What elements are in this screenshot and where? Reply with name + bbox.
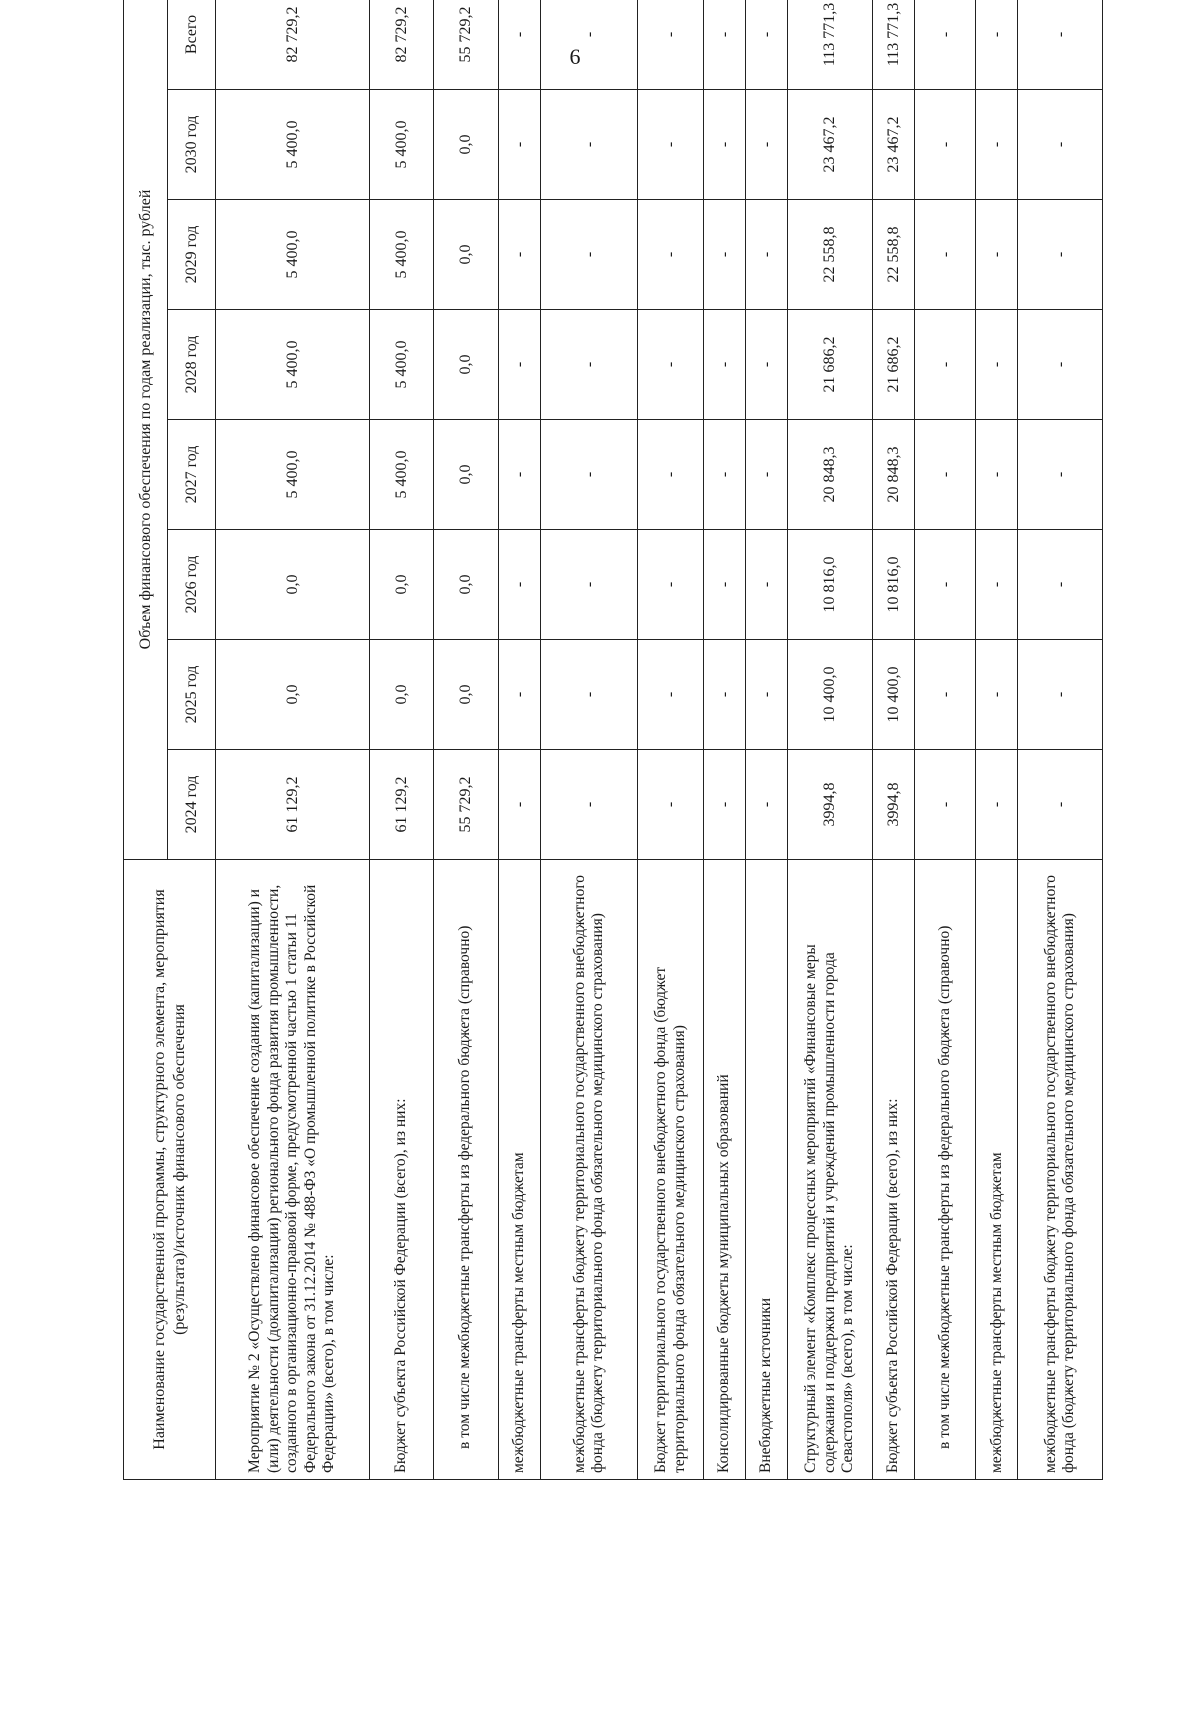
cell-value: - <box>746 640 788 750</box>
cell-value: - <box>638 750 703 860</box>
row-label: Бюджет субъекта Российской Федерации (всего), из них: <box>872 860 914 1480</box>
cell-value: - <box>638 420 703 530</box>
cell-value: - <box>541 420 638 530</box>
cell-value: 5 400,0 <box>370 420 433 530</box>
cell-value: - <box>914 640 975 750</box>
cell-value: 5 400,0 <box>216 90 370 200</box>
cell-value: 5 400,0 <box>370 200 433 310</box>
cell-total: - <box>703 0 745 90</box>
cell-value: 0,0 <box>433 420 498 530</box>
row-label: Внебюджетные источники <box>746 860 788 1480</box>
cell-total: - <box>746 0 788 90</box>
cell-value: 0,0 <box>216 640 370 750</box>
header-year: 2030 год <box>168 90 216 200</box>
cell-value: 0,0 <box>433 200 498 310</box>
cell-value: - <box>638 90 703 200</box>
table-row <box>1018 0 1103 1480</box>
row-label: межбюджетные трансферты местным бюджетам <box>976 860 1018 1480</box>
cell-value: 10 400,0 <box>872 640 914 750</box>
cell-value: - <box>976 640 1018 750</box>
row-label: Структурный элемент «Комплекс процессных мероприятий «Финансовые меры содержания и поддержки предприятий и учреждений промышленности города Севастополя» (всего), в том числе: <box>788 860 872 1480</box>
cell-value: 23 467,2 <box>872 90 914 200</box>
cell-total: 82 729,2 <box>370 0 433 90</box>
cell-value: 0,0 <box>370 640 433 750</box>
rotated-table-container <box>123 0 1103 1480</box>
cell-value: - <box>703 200 745 310</box>
cell-value: - <box>541 200 638 310</box>
cell-value: - <box>914 420 975 530</box>
cell-value: - <box>541 310 638 420</box>
row-label: межбюджетные трансферты местным бюджетам <box>498 860 540 1480</box>
cell-value: - <box>914 310 975 420</box>
header-year: 2024 год <box>168 750 216 860</box>
cell-value: - <box>976 750 1018 860</box>
header-year: 2029 год <box>168 200 216 310</box>
cell-value: - <box>541 750 638 860</box>
cell-total: - <box>541 0 638 90</box>
cell-value: 5 400,0 <box>370 310 433 420</box>
cell-total: 113 771,3 <box>788 0 872 90</box>
cell-value: 22 558,8 <box>872 200 914 310</box>
table-row <box>638 0 703 1480</box>
page-number: 6 <box>569 44 581 69</box>
cell-value: 0,0 <box>370 530 433 640</box>
cell-total: - <box>1018 0 1103 90</box>
cell-value: - <box>746 200 788 310</box>
cell-total: - <box>498 0 540 90</box>
cell-value: - <box>914 750 975 860</box>
cell-value: - <box>976 90 1018 200</box>
table-row <box>433 0 498 1480</box>
cell-value: 23 467,2 <box>788 90 872 200</box>
row-label: в том числе межбюджетные трансферты из федерального бюджета (справочно) <box>433 860 498 1480</box>
cell-value: 21 686,2 <box>872 310 914 420</box>
table-row <box>370 0 433 1480</box>
cell-value: - <box>498 90 540 200</box>
row-label: Консолидированные бюджеты муниципальных образований <box>703 860 745 1480</box>
financing-table <box>123 0 1103 1480</box>
cell-value: - <box>638 310 703 420</box>
cell-value: - <box>703 310 745 420</box>
cell-value: - <box>746 420 788 530</box>
cell-value: - <box>976 530 1018 640</box>
header-total: Всего <box>168 0 216 90</box>
table-row <box>914 0 975 1480</box>
cell-value: - <box>638 200 703 310</box>
cell-value: - <box>703 530 745 640</box>
cell-value: - <box>976 200 1018 310</box>
cell-total: 113 771,3 <box>872 0 914 90</box>
cell-value: - <box>746 530 788 640</box>
cell-value: 5 400,0 <box>216 200 370 310</box>
cell-value: 61 129,2 <box>370 750 433 860</box>
cell-value: 22 558,8 <box>788 200 872 310</box>
cell-value: - <box>541 640 638 750</box>
cell-value: - <box>746 310 788 420</box>
cell-value: - <box>703 420 745 530</box>
cell-value: 55 729,2 <box>433 750 498 860</box>
cell-value: - <box>1018 420 1103 530</box>
table-body <box>216 0 1103 1480</box>
cell-value: 61 129,2 <box>216 750 370 860</box>
cell-value: - <box>638 640 703 750</box>
cell-value: - <box>498 530 540 640</box>
cell-value: - <box>914 530 975 640</box>
header-year: 2025 год <box>168 640 216 750</box>
cell-value: - <box>1018 200 1103 310</box>
cell-value: - <box>498 750 540 860</box>
cell-value: - <box>976 310 1018 420</box>
cell-value: - <box>498 310 540 420</box>
cell-value: - <box>1018 90 1103 200</box>
cell-total: 55 729,2 <box>433 0 498 90</box>
cell-value: - <box>498 200 540 310</box>
header-year: 2027 год <box>168 420 216 530</box>
cell-value: - <box>703 750 745 860</box>
cell-value: 21 686,2 <box>788 310 872 420</box>
cell-value: 20 848,3 <box>872 420 914 530</box>
table-row <box>703 0 745 1480</box>
header-name-column: Наименование государственной программы, структурного элемента, мероприятия (результата)/источник финансового обеспечения <box>124 860 216 1480</box>
cell-value: 10 816,0 <box>788 530 872 640</box>
cell-value: - <box>638 530 703 640</box>
cell-value: 5 400,0 <box>216 310 370 420</box>
table-row <box>976 0 1018 1480</box>
cell-value: - <box>498 420 540 530</box>
cell-value: - <box>541 530 638 640</box>
cell-value: 0,0 <box>216 530 370 640</box>
cell-value: 20 848,3 <box>788 420 872 530</box>
table-row <box>872 0 914 1480</box>
row-label: межбюджетные трансферты бюджету территориального государственного внебюджетного фонда (бюджету территориального фонда обязательного медицинского страхования) <box>541 860 638 1480</box>
cell-value: - <box>1018 530 1103 640</box>
cell-value: 0,0 <box>433 90 498 200</box>
cell-value: - <box>541 90 638 200</box>
table-row <box>746 0 788 1480</box>
cell-total: - <box>638 0 703 90</box>
cell-value: - <box>1018 310 1103 420</box>
cell-total: - <box>914 0 975 90</box>
cell-value: - <box>746 750 788 860</box>
table-row <box>541 0 638 1480</box>
cell-value: - <box>746 90 788 200</box>
cell-value: - <box>703 90 745 200</box>
cell-value: - <box>976 420 1018 530</box>
table-row <box>216 0 370 1480</box>
cell-value: - <box>914 90 975 200</box>
table-row <box>498 0 540 1480</box>
cell-value: 3994,8 <box>872 750 914 860</box>
cell-value: 5 400,0 <box>216 420 370 530</box>
cell-value: 10 400,0 <box>788 640 872 750</box>
header-year: 2026 год <box>168 530 216 640</box>
header-year: 2028 год <box>168 310 216 420</box>
cell-total: - <box>976 0 1018 90</box>
header-group-title: Объем финансового обеспечения по годам реализации, тыс. рублей <box>124 0 168 860</box>
cell-total: 82 729,2 <box>216 0 370 90</box>
cell-value: - <box>1018 640 1103 750</box>
row-label: Бюджет территориального государственного внебюджетного фонда (бюджет территориального фонда обязательного медицинского страхования) <box>638 860 703 1480</box>
cell-value: 0,0 <box>433 640 498 750</box>
cell-value: 3994,8 <box>788 750 872 860</box>
cell-value: 0,0 <box>433 310 498 420</box>
cell-value: - <box>498 640 540 750</box>
row-label: межбюджетные трансферты бюджету территориального государственного внебюджетного фонда (бюджету территориального фонда обязательного медицинского страхования) <box>1018 860 1103 1480</box>
cell-value: - <box>703 640 745 750</box>
cell-value: 5 400,0 <box>370 90 433 200</box>
row-label: Мероприятие № 2 «Осуществлено финансовое обеспечение создания (капитализации) и (или) деятельности (докапитализации) регионального фонда развития промышленности, созданного в организационно-правовой форме, предусмотренной частью 1 статьи 11 Федерального закона от 31.12.2014 № 488-ФЗ «О промышленной политике в Российской Федерации» (всего), в том числе: <box>216 860 370 1480</box>
cell-value: 10 816,0 <box>872 530 914 640</box>
cell-value: - <box>1018 750 1103 860</box>
row-label: Бюджет субъекта Российской Федерации (всего), из них: <box>370 860 433 1480</box>
row-label: в том числе межбюджетные трансферты из федерального бюджета (справочно) <box>914 860 975 1480</box>
cell-value: - <box>914 200 975 310</box>
cell-value: 0,0 <box>433 530 498 640</box>
table-row <box>788 0 872 1480</box>
